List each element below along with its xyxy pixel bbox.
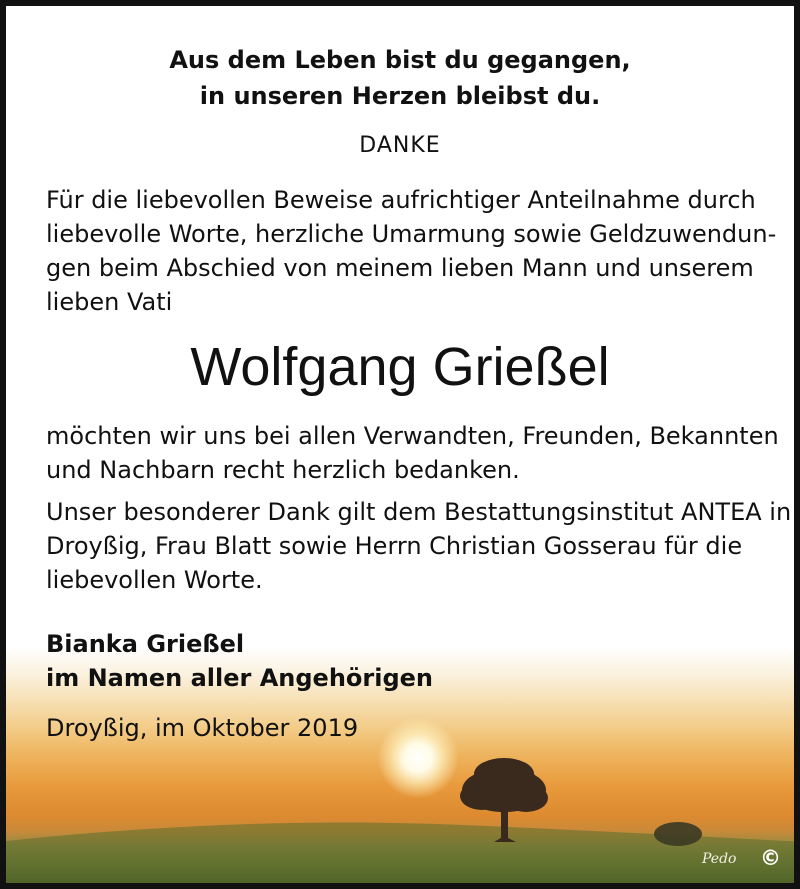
intro-line-4: lieben Vati bbox=[46, 288, 173, 316]
danke-heading: DANKE bbox=[359, 133, 441, 158]
signature-subtitle: im Namen aller Angehörigen bbox=[46, 664, 434, 692]
special-thanks-line-1: Unser besonderer Dank gilt dem Bestattungsinstitut ANTEA in bbox=[46, 498, 792, 526]
bush-illustration bbox=[654, 822, 702, 846]
intro-line-1: Für die liebevollen Beweise aufrichtiger Anteilnahme durch bbox=[46, 186, 756, 214]
intro-line-2: liebevolle Worte, herzliche Umarmung sowie Geldzuwendun- bbox=[46, 220, 777, 248]
artist-credit: Pedo bbox=[702, 851, 737, 867]
signature-name: Bianka Grießel bbox=[46, 630, 245, 658]
thanks-line-2: und Nachbarn recht herzlich bedanken. bbox=[46, 456, 520, 484]
deceased-name: Wolfgang Grießel bbox=[190, 337, 610, 397]
special-thanks-line-2: Droyßig, Frau Blatt sowie Herrn Christian Gosserau für die bbox=[46, 532, 743, 560]
intro-line-3: gen beim Abschied von meinem lieben Mann und unserem bbox=[46, 254, 754, 282]
special-thanks-line-3: liebevollen Worte. bbox=[46, 566, 263, 594]
copyright-symbol: © bbox=[760, 846, 781, 870]
thanks-line-1: möchten wir uns bei allen Verwandten, Freunden, Bekannten bbox=[46, 422, 779, 450]
motto-line-2: in unseren Herzen bleibst du. bbox=[199, 82, 601, 110]
motto-line-1: Aus dem Leben bist du gegangen, bbox=[169, 46, 631, 74]
place-and-date: Droyßig, im Oktober 2019 bbox=[46, 714, 359, 742]
